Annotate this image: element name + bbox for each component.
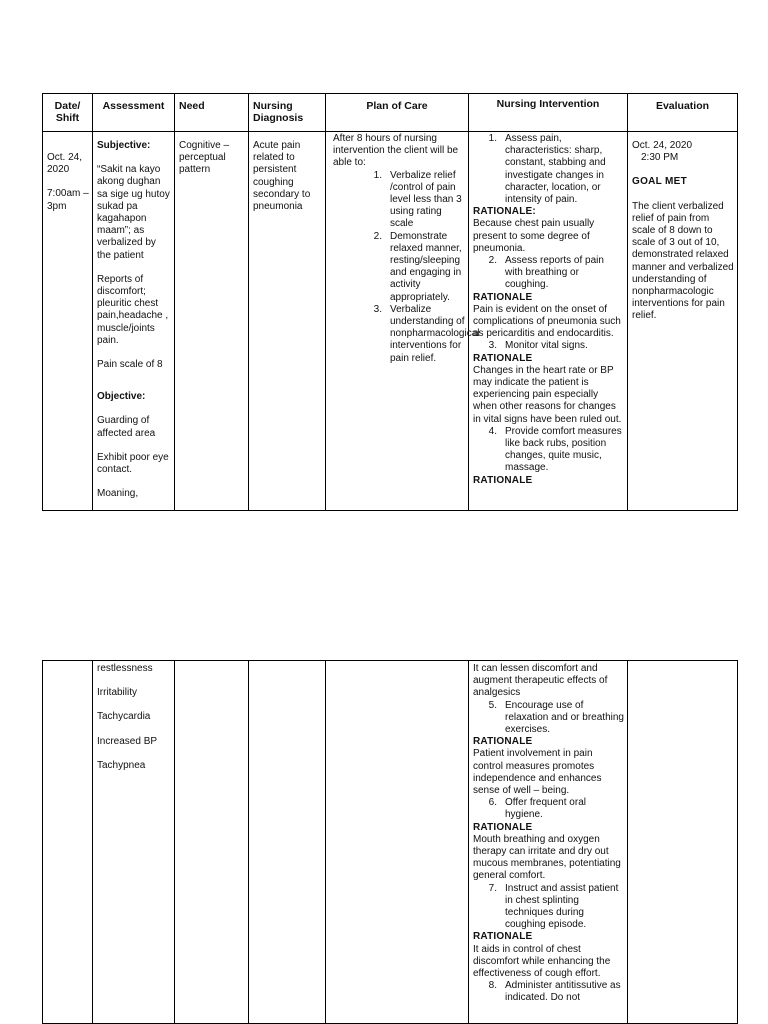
objective-item: Tachypnea: [97, 759, 146, 771]
rationale-text: Mouth breathing and oxygen therapy can irritate and dry out mucous membranes, potentiating general comfort.: [473, 833, 621, 882]
objective-label: Objective:: [97, 391, 146, 403]
objective-item: Irritability: [97, 687, 138, 699]
nursing-intervention-cell: [469, 132, 628, 511]
rationale-text: It aids in control of chest discomfort while enhancing the effectiveness of cough effort.: [473, 943, 611, 980]
assessment-date: Oct. 24, 2020: [47, 152, 83, 176]
pain-scale: Pain scale of 8: [97, 359, 163, 371]
intervention-item: 6. Offer frequent oral hygiene.: [488, 797, 586, 821]
header-need: Need: [175, 94, 249, 132]
plan-intro: After 8 hours of nursing intervention the client will be able to:: [333, 133, 459, 169]
assessment-cell: [93, 132, 175, 511]
content-row: [43, 132, 738, 511]
interventions-list: [473, 980, 624, 1004]
date-shift-cell: [43, 132, 93, 511]
plan-goal: 3. Verbalize understanding of nonpharmacological interventions for pain relief.: [373, 303, 480, 364]
plan-of-care-cell: [326, 132, 480, 511]
interventions-list: [473, 700, 624, 737]
intervention-item: 5. Encourage use of relaxation and or breathing exercises.: [488, 699, 624, 736]
intervention-item: 1. Assess pain, characteristics: sharp, constant, stabbing and investigate changes in character, location, or intensity of pain.: [488, 133, 606, 206]
shift-time: 7:00am – 3pm: [47, 188, 89, 212]
intervention-item: 7. Instruct and assist patient in chest splinting techniques during coughing episode.: [488, 882, 619, 931]
rationale-text: Patient involvement in pain control measures promotes independence and enhances sense of well – being.: [473, 748, 602, 797]
nursing-diagnosis-cell: Acute pain related to persistent coughing secondary to pneumonia: [249, 132, 326, 511]
objective-item: Exhibit poor eye contact.: [97, 451, 169, 476]
rationale-text: Pain is evident on the onset of complications of pneumonia such as pericarditis and endocarditis.: [473, 303, 621, 340]
objective-item: Moaning,: [97, 488, 139, 500]
care-plan-table-page-1: [42, 93, 737, 511]
content-row-continued: [43, 661, 738, 1024]
header-nursing-intervention: Nursing Intervention: [469, 94, 628, 132]
need-cell: Cognitive – perceptual pattern: [175, 132, 249, 511]
evaluation-date: Oct. 24, 2020: [632, 140, 693, 151]
header-evaluation: Evaluation: [628, 94, 738, 132]
plan-of-care-cell: [326, 661, 469, 1024]
plan-goal: 1. Verbalize relief /control of pain level less than 3 using rating scale: [373, 169, 462, 230]
interventions-list: [473, 133, 624, 206]
pain-reports: Reports of discomfort; pleuritic chest pain,headache , muscle/joints pain.: [97, 273, 169, 346]
evaluation-time: 2:30 PM: [641, 152, 679, 164]
rationale-text: It can lessen discomfort and augment therapeutic effects of analgesics: [473, 663, 608, 699]
interventions-list: [473, 340, 624, 352]
rationale-label: RATIONALE: [473, 931, 533, 943]
care-plan-table-continued: [42, 660, 738, 1024]
subjective-label: Subjective:: [97, 140, 151, 151]
intervention-item: 8. Administer antitissutive as indicated. Do not: [488, 980, 621, 1004]
plan-goal: 2. Demonstrate relaxed manner, resting/sleeping and engaging in activity appropriately.: [373, 230, 462, 303]
header-row: [43, 94, 738, 132]
interventions-list: [473, 883, 624, 932]
intervention-item: 4. Provide comfort measures like back rubs, position changes, quite music, massage.: [488, 425, 622, 474]
rationale-label: RATIONALE: [473, 474, 533, 486]
rationale-label: RATIONALE:: [473, 206, 536, 218]
date-shift-cell: [43, 661, 93, 1024]
interventions-list: [473, 426, 624, 475]
interventions-list: [473, 797, 624, 821]
objective-item: restlessness: [97, 663, 153, 674]
nursing-diagnosis-cell: [249, 661, 326, 1024]
rationale-label: RATIONALE: [473, 291, 533, 303]
objective-item: Increased BP: [97, 735, 158, 747]
evaluation-cell: [628, 132, 738, 511]
objective-item: Tachycardia: [97, 711, 151, 723]
rationale-label: RATIONALE: [473, 352, 533, 364]
need-cell: [175, 661, 249, 1024]
assessment-cell: [93, 661, 175, 1024]
evaluation-cell: [628, 661, 738, 1024]
rationale-text: Changes in the heart rate or BP may indicate the patient is experiencing pain especially when other reasons for changes in vital signs have been ruled out.: [473, 364, 622, 425]
interventions-list: [473, 255, 624, 292]
intervention-item: 2. Assess reports of pain with breathing or coughing.: [488, 255, 604, 291]
header-assessment: Assessment: [93, 94, 175, 132]
objective-item: Guarding of affected area: [97, 415, 156, 439]
rationale-label: RATIONALE: [473, 821, 533, 833]
care-plan-table: [42, 93, 738, 511]
patient-quote: “Sakit na kayo akong dughan sa sige ug hutoy sukad pa kagahapon maam”; as verbalized by the patient: [97, 164, 170, 261]
intervention-item: 3. Monitor vital signs.: [488, 340, 588, 352]
care-plan-table-page-2: [42, 660, 737, 1024]
header-plan-of-care: Plan of Care: [326, 94, 469, 132]
header-date-shift: Date/ Shift: [43, 94, 93, 132]
goal-status: GOAL MET: [632, 176, 687, 188]
rationale-text: Because chest pain usually present to some degree of pneumonia.: [473, 218, 595, 254]
header-nursing-diagnosis: Nursing Diagnosis: [249, 94, 326, 132]
evaluation-text: The client verbalized relief of pain from scale of 8 down to scale of 3 out of 10, demonstrated relaxed manner and verbalized understanding of nonpharmacologic interventions for pain relief.: [632, 200, 734, 322]
rationale-label: RATIONALE: [473, 736, 533, 748]
plan-goals-list: [330, 169, 480, 365]
nursing-intervention-cell: [469, 661, 628, 1024]
